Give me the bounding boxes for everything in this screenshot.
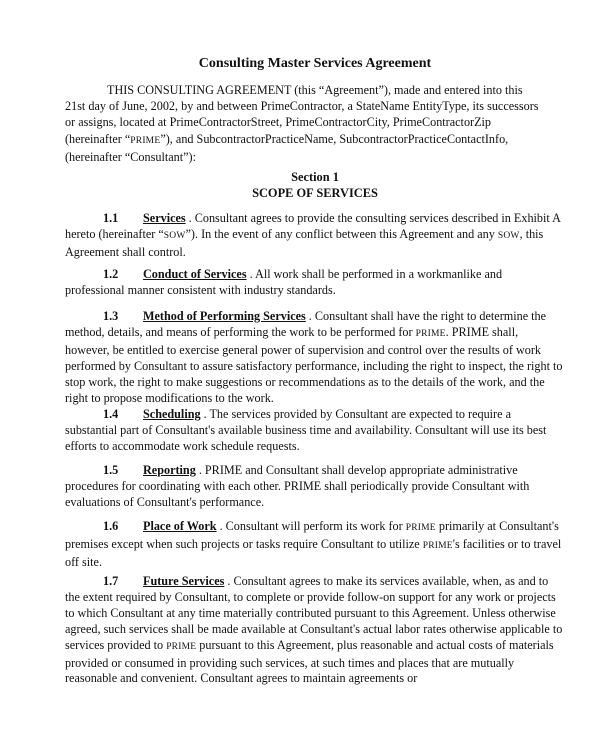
clause-1-6 bbox=[65, 519, 563, 571]
clause-heading: Conduct of Services bbox=[143, 267, 247, 281]
sow-smallcaps: SOW bbox=[163, 230, 186, 241]
clause-heading: Reporting bbox=[143, 463, 196, 477]
clause-text: 's facilities or to travel off site. bbox=[65, 536, 562, 569]
clause-number: 1.5 bbox=[103, 463, 119, 477]
section-number: Section 1 bbox=[291, 170, 339, 184]
intro-text: ”), and SubcontractorPracticeName, SubcontractorPracticeContactInfo, bbox=[160, 131, 509, 146]
clause-number: 1.3 bbox=[103, 309, 119, 323]
prime-smallcaps: PRIME bbox=[130, 135, 161, 146]
intro-line: 21st day of June, 2002, by and between PrimeContractor, a StateName EntityType, its successors bbox=[65, 99, 539, 114]
clause-text: . All work shall be performed in a workmanlike and professional manner consistent with industry standards. bbox=[65, 267, 503, 297]
clause-text: . PRIME shall, however, be entitled to exercise general power of supervision and control over the results of work performed by Consultant to assure satisfactory performance, including the right to inspect, the right to stop work, the right to make suggestions or recommendations as to the details of the work, and the right to propose modifications to the work. bbox=[65, 324, 563, 405]
clause-number: 1.4 bbox=[103, 407, 119, 421]
intro-line: (hereinafter “Consultant”): bbox=[65, 149, 196, 164]
clause-number: 1.7 bbox=[103, 574, 119, 588]
prime-smallcaps: PRIME bbox=[405, 523, 436, 533]
section-heading bbox=[0, 170, 600, 201]
clause-text: . PRIME and Consultant shall develop appropriate administrative procedures for coordinating with each other. PRIME shall periodically provide Consultant with evaluations of Consultant's performance. bbox=[65, 463, 530, 509]
clause-text: . Consultant shall have the right to determine the method, details, and means of performing the work to be performed for bbox=[65, 309, 547, 339]
intro-line bbox=[65, 131, 565, 149]
clause-heading: Place of Work bbox=[143, 519, 217, 533]
clause-text: primarily at Consultant's premises except when such projects or tasks require Consultant to utilize bbox=[65, 519, 559, 551]
clause-heading: Future Services bbox=[143, 574, 225, 588]
clause-text: . The services provided by Consultant are expected to require a substantial part of Consultant's available business time and availability. Consultant will use its best efforts to accommodate work schedule requests. bbox=[65, 407, 547, 453]
clause-heading: Services bbox=[143, 211, 186, 225]
clause-text: ”). In the event of any conflict between this Agreement and any bbox=[185, 226, 498, 241]
intro-text: (hereinafter “ bbox=[65, 131, 131, 146]
clause-heading: Scheduling bbox=[143, 407, 201, 421]
sow-smallcaps: SOW bbox=[497, 230, 520, 241]
clause-number: 1.2 bbox=[103, 267, 119, 281]
clause-text: . Consultant agrees to provide the consulting services described in Exhibit A hereto (hereinafter “ bbox=[65, 211, 561, 241]
prime-smallcaps: PRIME bbox=[166, 641, 197, 652]
clause-heading: Method of Performing Services bbox=[143, 309, 306, 323]
prime-smallcaps: PRIME bbox=[415, 328, 446, 339]
intro-line: THIS CONSULTING AGREEMENT (this “Agreement”), made and entered into this bbox=[107, 83, 523, 97]
clause-1-5 bbox=[65, 463, 563, 511]
clause-text: . Consultant will perform its work for bbox=[219, 519, 406, 533]
document-title: Consulting Master Services Agreement bbox=[198, 56, 432, 71]
clause-1-3 bbox=[65, 309, 563, 406]
clause-1-4 bbox=[65, 407, 563, 455]
clause-1-7 bbox=[65, 574, 563, 687]
prime-smallcaps: PRIME bbox=[422, 540, 453, 551]
clause-text: pursuant to this Agreement, plus reasonable and actual costs of materials provided or consumed in providing such services, at such times and places that are mutually reasonable and convenient. Consultant agrees to maintain agreements or bbox=[65, 637, 554, 686]
clause-1-1 bbox=[65, 211, 563, 261]
intro-paragraph bbox=[65, 82, 565, 165]
clause-number: 1.1 bbox=[103, 211, 119, 225]
intro-line: or assigns, located at PrimeContractorStreet, PrimeContractorCity, PrimeContractorZip bbox=[65, 115, 492, 130]
clause-number: 1.6 bbox=[103, 519, 119, 533]
clause-text: , this Agreement shall control. bbox=[65, 226, 544, 259]
clause-1-2 bbox=[65, 267, 563, 299]
clause-text: . Consultant agrees to make its services available, when, as and to the extent required by Consultant, to complete or provide follow-on support for any work or projects to which Consultant at any time materially contributed pursuant to this Agreement. Unless otherwise agreed, such services shall be made available at Consultant's actual labor rates otherwise applicable to services provided to bbox=[65, 574, 563, 652]
section-name: SCOPE OF SERVICES bbox=[252, 185, 378, 200]
